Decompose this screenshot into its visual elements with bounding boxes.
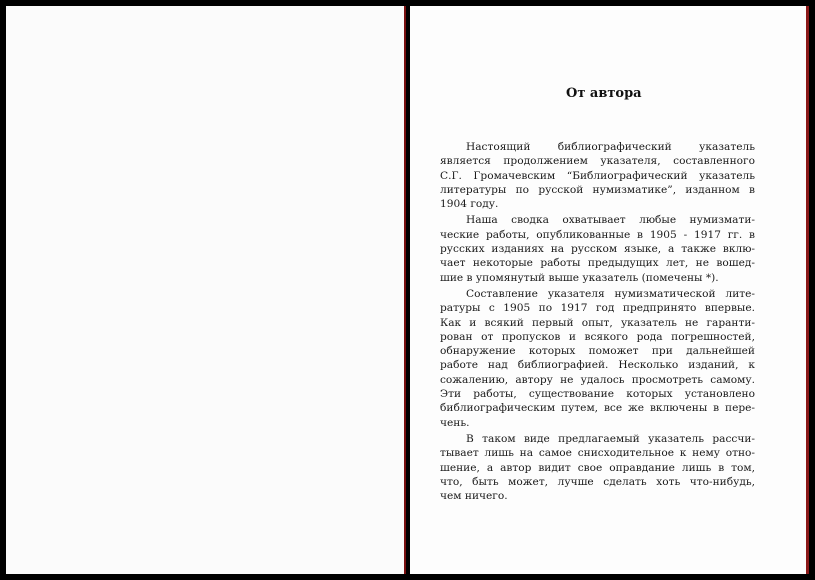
text-line: библиографическим путем, все же включены в пере- (440, 402, 755, 415)
spine-edge (404, 6, 406, 574)
text-line: Как и всякий первый опыт, указатель не гаранти- (440, 316, 755, 329)
text-line: сожалению, автору не удалось просмотреть самому. (440, 373, 755, 386)
text-line: является продолжением указателя, составленного (440, 155, 755, 168)
text-line: рован от пропусков и всякого рода погрешностей, (440, 330, 755, 343)
text-line: чает некоторые работы предыдущих лет, не вошед- (440, 257, 755, 270)
text-line: чем ничего. (440, 490, 508, 503)
text-line: Наша сводка охватывает любые нумизмати- (466, 214, 755, 227)
text-line: Эти работы, существование которых установлено (440, 388, 755, 401)
body-text (440, 140, 755, 505)
text-line: С.Г. Громачевским “Библиографический указатель (440, 169, 755, 182)
paragraph (440, 213, 755, 284)
page-heading: От автора (566, 86, 642, 101)
text-line: 1904 году. (440, 198, 499, 211)
text-line: шение, а автор видит свое оправдание лишь в том, (440, 461, 755, 474)
left-page (6, 6, 404, 574)
text-line: обнаружение которых поможет при дальнейшей (440, 345, 755, 358)
text-line: Настоящий библиографический указатель (466, 141, 755, 153)
paragraph (440, 432, 755, 503)
text-line: литературы по русской нумизматике”, изданном в (440, 183, 755, 196)
page-edge (806, 6, 809, 574)
text-line: работе над библиографией. Несколько изданий, к (440, 359, 755, 372)
text-line: шие в упомянутый выше указатель (помечены *). (440, 271, 719, 284)
text-line: ческие работы, опубликованные в 1905 - 1917 гг. в (440, 228, 755, 241)
text-line: чень. (440, 416, 470, 429)
text-line: тывает лишь на самое снисходительное к нему отно- (440, 447, 755, 460)
paragraph (440, 140, 755, 211)
text-line: что, быть может, лучше сделать хоть что-нибудь, (440, 475, 755, 488)
text-line: В таком виде предлагаемый указатель рассчи- (466, 432, 755, 445)
text-line: Составление указателя нумизматической лите- (466, 287, 755, 300)
paragraph (440, 287, 755, 430)
text-line: русских изданиях на русском языке, а также вклю- (440, 243, 755, 256)
text-line: ратуры с 1905 по 1917 год предпринято впервые. (440, 302, 755, 315)
